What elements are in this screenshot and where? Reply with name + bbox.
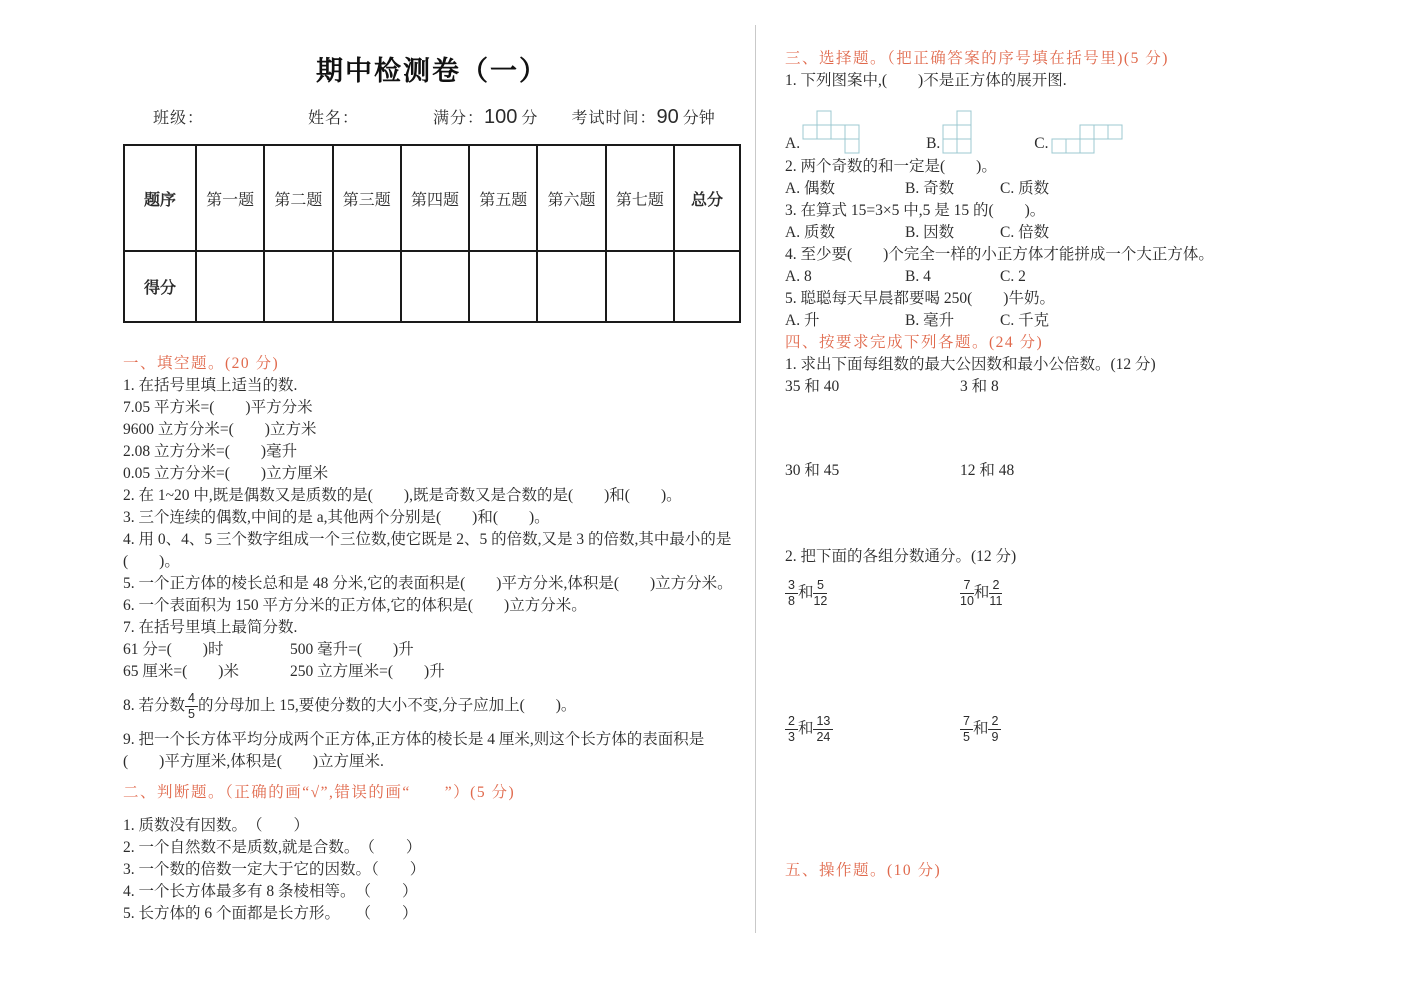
section-1-title: 一、填空题。(20 分): [123, 355, 280, 372]
class-field: 班级：: [153, 110, 205, 127]
column-divider: [755, 25, 756, 933]
fill-blank-line: 7.05 平方米=( )平方分米: [123, 399, 313, 416]
number-pair-row: 30 和 45 12 和 48: [785, 462, 1015, 479]
score-cell-empty: [537, 251, 605, 322]
fraction-pair-row: [785, 714, 1401, 744]
fill-blank-line: 4. 用 0、4、5 三个数字组成一个三位数,使它既是 2、5 的倍数,又是 3 的倍数,其中最小的是( )。: [123, 531, 732, 570]
fraction-group: $\frac{7}{5}$ 和 $\frac{2}{9}$: [960, 714, 1001, 744]
choice-question: 1. 下列图案中,( )不是正方体的展开图.: [785, 72, 1067, 89]
right-column: [785, 48, 1401, 882]
fill-blank-line: 2. 在 1~20 中,既是偶数又是质数的是( ),既是奇数又是合数的是( )和( )。: [123, 487, 682, 504]
score-table-header-cell: 第三题: [333, 145, 401, 251]
score-table: [123, 144, 741, 323]
section-3-title: 三、选择题。（把正确答案的序号填在括号里)(5 分): [785, 50, 1169, 67]
fraction-group: $\frac{3}{8}$ 和 $\frac{5}{12}$: [785, 578, 960, 608]
common-denominator-instruction: 2. 把下面的各组分数通分。(12 分): [785, 548, 1017, 565]
judge-item: 4. 一个长方体最多有 8 条棱相等。 （ ）: [123, 883, 418, 900]
score-table-header-cell: 第四题: [401, 145, 469, 251]
score-table-header-cell: 第一题: [196, 145, 264, 251]
fill-blank-line: 5. 一个正方体的棱长总和是 48 分米,它的表面积是( )平方分米,体积是( )立方分米。: [123, 575, 733, 592]
judge-item: 3. 一个数的倍数一定大于它的因数。（ ）: [123, 861, 426, 878]
choice-options: A. 质数 B. 因数 C. 倍数: [785, 224, 1050, 241]
name-field: 姓名：: [308, 110, 360, 127]
fraction: $\frac{5}{12}$: [813, 578, 828, 608]
fill-blank-line: 2.08 立方分米=( )毫升: [123, 443, 298, 460]
cube-net-diagram: [942, 110, 972, 154]
fraction: $\frac{2}{9}$: [988, 715, 1001, 744]
score-cell-empty: [264, 251, 332, 322]
cube-net-option-c: C.: [1034, 124, 1122, 154]
section-5-title: 五、操作题。(10 分): [785, 862, 942, 879]
choice-options: A. 8 B. 4 C. 2: [785, 268, 1026, 285]
cube-net-options: [785, 96, 1401, 154]
score-cell-empty: [196, 251, 264, 322]
choice-options: A. 升 B. 毫升 C. 千克: [785, 312, 1050, 329]
fraction-pair-row: [785, 578, 1401, 608]
fraction: $\frac{7}{10}$: [960, 578, 974, 608]
score-cell-empty: [674, 251, 740, 322]
cube-net-option-b: B.: [926, 110, 972, 154]
fraction: $\frac{2}{3}$: [785, 715, 798, 744]
page-title: 期中检测卷（一）: [316, 56, 548, 86]
score-table-header-cell: 题序: [124, 145, 196, 251]
fill-blank-line: 9600 立方分米=( )立方米: [123, 421, 317, 438]
fraction: $\frac{2}{11}$: [989, 578, 1003, 608]
fill-blank-line: 9. 把一个长方体平均分成两个正方体,正方体的棱长是 4 厘米,则这个长方体的表面积是( )平方厘米,体积是( )立方厘米.: [123, 731, 705, 770]
fraction: $\frac{4}{5}$: [185, 692, 198, 721]
score-table-header-cell: 第二题: [264, 145, 332, 251]
section-4-title: 四、按要求完成下列各题。(24 分): [785, 334, 1044, 351]
fraction-group: $\frac{7}{10}$ 和 $\frac{2}{11}$: [960, 578, 1003, 608]
conversion-pair-line: 65 厘米=( )米 250 立方厘米=( )升: [123, 663, 445, 680]
score-cell-empty: [401, 251, 469, 322]
fill-blank-line: 7. 在括号里填上最简分数.: [123, 619, 298, 636]
choice-question: 3. 在算式 15=3×5 中,5 是 15 的( )。: [785, 202, 1046, 219]
score-cell-empty: [469, 251, 537, 322]
score-cell-empty: [606, 251, 674, 322]
fraction: $\frac{3}{8}$: [785, 579, 798, 608]
exam-info-line: [123, 105, 741, 131]
full-score-field: 满分：100 分: [433, 106, 538, 128]
fill-blank-line: 0.05 立方分米=( )立方厘米: [123, 465, 329, 482]
choice-question: 5. 聪聪每天早晨都要喝 250( )牛奶。: [785, 290, 1055, 307]
exam-time-field: 考试时间：90 分钟: [571, 106, 715, 128]
score-table-header-cell: 第七题: [606, 145, 674, 251]
cube-net-option-a: A.: [785, 110, 860, 154]
fill-blank-line: 3. 三个连续的偶数,中间的是 a,其他两个分别是( )和( )。: [123, 509, 550, 526]
conversion-pair-line: 61 分=( )时 500 毫升=( )升: [123, 641, 414, 658]
choice-question: 2. 两个奇数的和一定是( )。: [785, 158, 997, 175]
number-pair-row: 35 和 40 3 和 8: [785, 378, 999, 395]
judge-item: 2. 一个自然数不是质数,就是合数。 （ ）: [123, 839, 422, 856]
score-table-header-cell: 总分: [674, 145, 740, 251]
score-table-header-cell: 第六题: [537, 145, 605, 251]
section-2-title: 二、判断题。（正确的画“√”,错误的画“ ”）(5 分): [123, 784, 516, 801]
score-table-header-cell: 第五题: [469, 145, 537, 251]
judge-item: 1. 质数没有因数。 （ ）: [123, 817, 310, 834]
gcd-lcm-instruction: 1. 求出下面每组数的最大公因数和最小公倍数。(12 分): [785, 356, 1156, 373]
choice-options: A. 偶数 B. 奇数 C. 质数: [785, 180, 1050, 197]
left-column: [123, 40, 741, 925]
score-row-label: 得分: [124, 251, 196, 322]
fraction: $\frac{13}{24}$: [813, 715, 833, 744]
fraction: $\frac{7}{5}$: [960, 715, 973, 744]
score-cell-empty: [333, 251, 401, 322]
cube-net-diagram: [802, 110, 860, 154]
fill-blank-line-fraction: 8. 若分数 $\frac{4}{5}$ 的分母加上 15,要使分数的大小不变,分子应加上( )。: [123, 691, 577, 721]
fill-blank-line: 6. 一个表面积为 150 平方分米的正方体,它的体积是( )立方分米。: [123, 597, 587, 614]
cube-net-diagram: [1051, 124, 1123, 154]
fraction-group: $\frac{2}{3}$ 和 $\frac{13}{24}$: [785, 714, 960, 744]
choice-question: 4. 至少要( )个完全一样的小正方体才能拼成一个大正方体。: [785, 246, 1214, 263]
judge-item: 5. 长方体的 6 个面都是长方形。 （ ）: [123, 905, 418, 922]
fill-blank-line: 1. 在括号里填上适当的数.: [123, 377, 298, 394]
